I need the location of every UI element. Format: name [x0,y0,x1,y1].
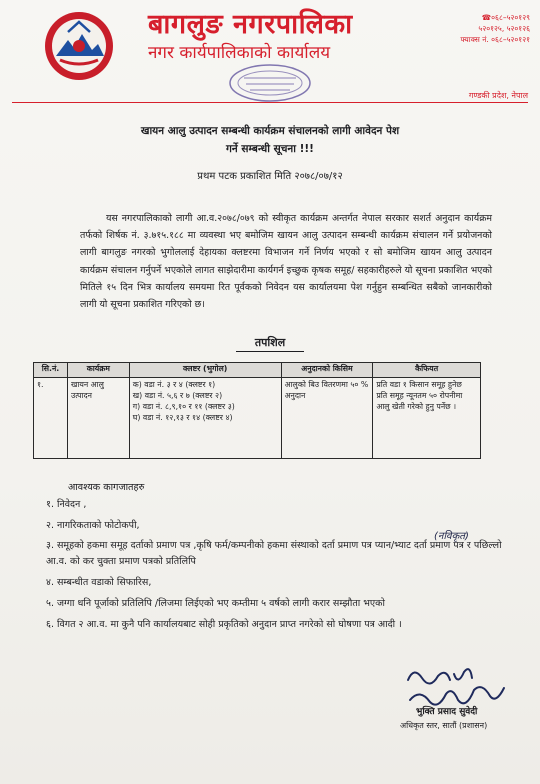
details-table [33,362,481,459]
notice-subject [40,122,500,158]
table-row [34,378,481,459]
list-item: ६. विगत २ आ.व. मा कुनै पनि कार्यालयबाट सोही प्रकृतिको अनुदान प्राप्त नगरेको सो घोषणा पत्र आदी । [46,619,402,630]
office-stamp-icon [226,62,314,104]
list-item: २. नागरिकताको फोटोकपी, [46,520,140,531]
table-header-row [34,363,481,378]
documents-list [46,496,506,637]
signatory-name: भुक्ति प्रसाद सुवेदी [416,707,478,717]
col-program: कार्यक्रम [67,363,129,378]
list-item: १. निवेदन , [46,499,87,510]
col-grant-type: अनुदानको किसिम [281,363,373,378]
cell-program: खायन आलु उत्पादन [67,378,129,459]
signatory-title: अधिकृत स्तर, सातौं (प्रशासन) [400,721,488,730]
handwritten-note: (नविकृत) [434,531,469,542]
list-item: ३. समूहको हकमा समूह दर्ताको प्रमाण पत्र ,कृषि फर्म/कम्पनीको हकमा संस्थाको दर्ता प्रमाण पत्र प्यान/भ्याट दर्ता प्रमाण पत्र र पछिल्लो आ.व. को कर चुक्ता प्रमाण पत्रको प्रतिलिपि [46,540,502,567]
details-heading-underline [236,351,304,352]
notice-body: यस नगरपालिकाको लागी आ.व.२०७८/०७९ को स्वीकृत कार्यक्रम अन्तर्गत नेपाल सरकार सशर्त अनुदान कार्यक्रम तर्फको शिर्षक नं. ३.७१५.१८८ मा व्यवस्था भए बमोजिम खायन आलु उत्पादन सम्बन्धी कार्यक्रम संचालन गर्ने प्रयोजनको लागी बागलुङ नगरको भुगोललाई देहायका क्लष्टरमा विभाजन गर्ने निर्णय भएको र सो बमोजिम खायन आलु उत्पादन कार्यक्रम संचालन गर्नुपर्ने भएकोले लागत साझेदारीमा कार्यगर्न इच्छुक कृषक समूह/ सहकारीहरुले यो सूचना प्रकाशित भएको मितिले १५ दिन भित्र कार्यालय समयमा रित पूर्वकको निवेदन यस कार्यालयमा पेश गर्नुहुन सम्बन्धित सबैको जानकारीको लागी यो सूचना प्रकाशित गरिएको छ। [80,213,492,311]
municipality-title: बागलुङ नगरपालिका [148,9,353,40]
list-item: ५. जग्गा धनि पूर्जाको प्रतिलिपि /लिजमा लिईएको भए कम्तीमा ५ वर्षको लागी करार सम्झौता भएको [46,598,385,609]
col-remarks: कैफियत [373,363,481,378]
remark-item: प्रति वडा १ किसान समूह हुनेछ [376,380,462,389]
details-heading: तपशिल [254,336,286,349]
emblem-icon [42,10,116,82]
cell-remarks [373,378,481,459]
letterhead-divider [12,102,528,103]
subject-line-2: गर्ने सम्बन्धी सूचना !!! [226,143,314,155]
contact-block [460,12,530,45]
cluster-item: घ) वडा नं. १२,१३ र १४ (क्लष्टर ४) [132,413,233,422]
office-subtitle: नगर कार्यपालिकाको कार्यालय [148,43,331,63]
list-item: ४. सम्बन्धीत वडाको सिफारिस, [46,577,152,588]
publish-date: प्रथम पटक प्रकाशित मिति २०७८/०७/१२ [197,171,343,182]
remark-item: प्रति समूह न्यूनतम ५० रोपनीमा आलु खेती गरेको हुनु पर्नेछ । [376,391,463,411]
subject-line-1: खायन आलु उत्पादन सम्बन्धी कार्यक्रम संचालनको लागी आवेदन पेश [140,125,400,137]
fax-line: फ्याक्स नं. ०६८–५२०१२१ [460,35,530,44]
col-cluster: क्लष्टर (भुगोल) [129,363,281,378]
cluster-item: क) वडा नं. ३ र ४ (क्लष्टर १) [132,380,216,389]
cell-serial: १. [34,378,68,459]
cluster-item: ग) वडा नं. ८,९,१० र ११ (क्लष्टर ३) [132,402,235,411]
phone-line-2: ५२०१२५, ५२०१२६ [478,24,530,33]
cell-clusters [129,378,281,459]
cell-grant-type: आलुको बिउ वितरणमा ५० % अनुदान [281,378,373,459]
cluster-item: ख) वडा नं. ५,६ र ७ (क्लष्टर २) [132,391,223,400]
documents-heading: आवश्यक कागजातहरु [68,482,145,493]
col-serial: सि.नं. [34,363,68,378]
province-label: गण्डकी प्रदेश, नेपाल [468,91,528,100]
phone-line-1: ☎०६८–५२०१२९ [481,13,530,22]
